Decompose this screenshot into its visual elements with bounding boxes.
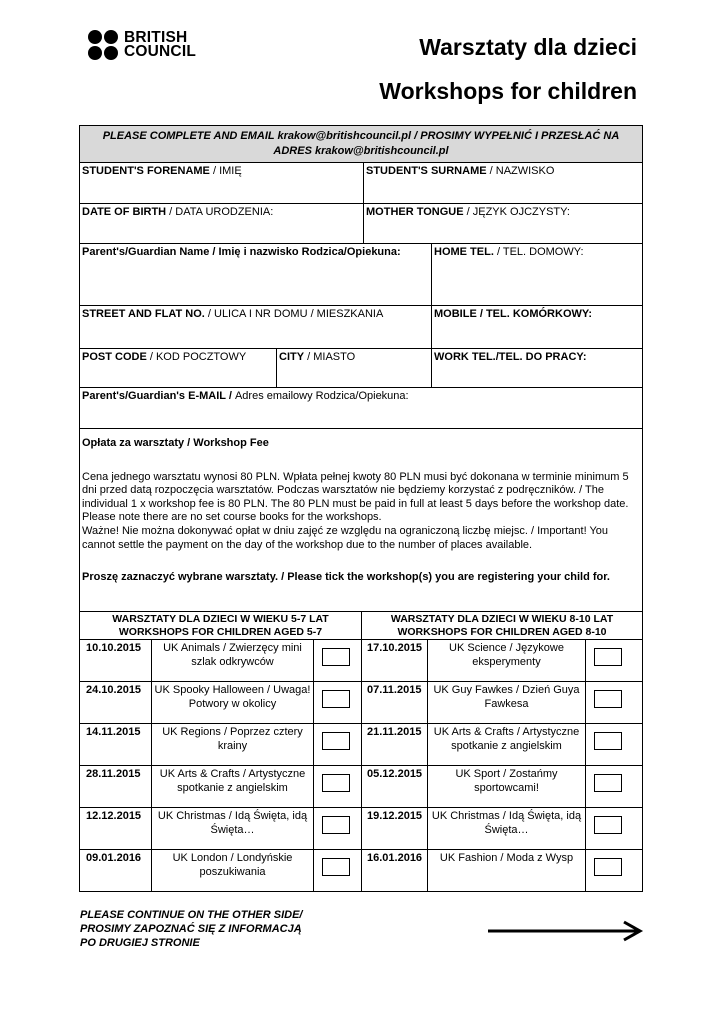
workshop-checkbox-cell [314, 850, 361, 891]
workshop-checkbox[interactable] [322, 774, 350, 792]
workshop-date: 09.01.2016 [80, 850, 152, 891]
workshop-date: 10.10.2015 [80, 640, 152, 681]
instruction-text: PLEASE COMPLETE AND EMAIL krakow@britishcouncil.pl / PROSIMY WYPEŁNIĆ I PRZESŁAĆ NA ADRES krakow@britishcouncil.pl [80, 126, 642, 162]
workshops-8-10-heading: WARSZTATY DLA DZIECI W WIEKU 8-10 LAT WORKSHOPS FOR CHILDREN AGED 8-10 [390, 613, 614, 638]
workshop-row [80, 765, 361, 807]
workshop-name: UK Fashion / Moda z Wysp [428, 850, 586, 891]
workshop-name: UK Animals / Zwierzęcy mini szlak odkrywców [152, 640, 314, 681]
workshop-name: UK Guy Fawkes / Dzień Guya Fawkesa [428, 682, 586, 723]
city-field[interactable]: CITY / MIASTO [276, 349, 431, 387]
workshop-date: 14.11.2015 [80, 724, 152, 765]
logo-text: BRITISH COUNCIL [124, 29, 197, 60]
workshop-checkbox-cell [586, 640, 642, 681]
workshop-name: UK London / Londyńskie poszukiwania [152, 850, 314, 891]
workshop-name: UK Arts & Crafts / Artystyczne spotkanie z angielskim [428, 724, 586, 765]
workshop-name: UK Christmas / Idą Święta, idą Święta… [152, 808, 314, 849]
workshop-checkbox-cell [586, 850, 642, 891]
instruction-row [80, 126, 642, 162]
name-row [80, 162, 642, 203]
workshop-checkbox[interactable] [322, 858, 350, 876]
workshop-date: 16.01.2016 [362, 850, 428, 891]
fee-row [80, 428, 642, 611]
fee-important: Ważne! Nie można dokonywać opłat w dniu zajęć ze względu na ograniczoną liczbę miejsc. / Important! You cannot settle the payment on the day of the workshop due to the number of places available. [82, 524, 609, 551]
workshop-date: 28.11.2015 [80, 766, 152, 807]
workshop-row [80, 849, 361, 891]
workshop-row [80, 807, 361, 849]
surname-field[interactable]: STUDENT'S SURNAME / NAZWISKO [363, 163, 642, 203]
workshop-name: UK Sport / Zostańmy sportowcami! [428, 766, 586, 807]
british-council-logo [88, 30, 196, 60]
workshop-date: 21.11.2015 [362, 724, 428, 765]
workshops-8-10 [361, 612, 642, 891]
workshop-checkbox-cell [586, 682, 642, 723]
workshop-checkbox[interactable] [594, 816, 622, 834]
birth-row [80, 203, 642, 243]
workshop-checkbox[interactable] [594, 858, 622, 876]
workshop-checkbox[interactable] [322, 732, 350, 750]
workshop-checkbox-cell [314, 682, 361, 723]
email-row [80, 387, 642, 428]
workshop-checkbox[interactable] [322, 816, 350, 834]
workshop-date: 17.10.2015 [362, 640, 428, 681]
workshop-name: UK Christmas / Idą Święta, idą Święta… [428, 808, 586, 849]
workshop-date: 12.12.2015 [80, 808, 152, 849]
workshop-row [362, 681, 642, 723]
workshop-checkbox-cell [314, 808, 361, 849]
workshop-checkbox[interactable] [322, 690, 350, 708]
work-tel-field[interactable]: WORK TEL./TEL. DO PRACY: [431, 349, 642, 387]
workshop-checkbox[interactable] [594, 648, 622, 666]
workshop-date: 05.12.2015 [362, 766, 428, 807]
street-row [80, 305, 642, 348]
workshop-row [362, 765, 642, 807]
fee-heading: Opłata za warsztaty / Workshop Fee [82, 437, 269, 449]
workshop-date: 24.10.2015 [80, 682, 152, 723]
workshop-checkbox-cell [586, 808, 642, 849]
forename-field[interactable]: STUDENT'S FORENAME / IMIĘ [82, 165, 242, 177]
workshop-checkbox-cell [586, 724, 642, 765]
address-row [80, 348, 642, 387]
workshop-checkbox[interactable] [594, 732, 622, 750]
workshop-row [80, 681, 361, 723]
registration-form [79, 125, 643, 892]
street-field[interactable]: STREET AND FLAT NO. / ULICA I NR DOMU / MIESZKANIA [82, 308, 384, 320]
page-title-polish: Warsztaty dla dzieci [419, 34, 637, 60]
workshop-row [362, 807, 642, 849]
workshop-row [80, 639, 361, 681]
workshop-name: UK Spooky Halloween / Uwaga! Potwory w okolicy [152, 682, 314, 723]
workshop-checkbox-cell [314, 766, 361, 807]
workshop-row [362, 849, 642, 891]
workshop-row [362, 639, 642, 681]
workshop-row [80, 723, 361, 765]
workshop-checkbox[interactable] [594, 774, 622, 792]
guardian-name-field[interactable]: Parent's/Guardian Name / Imię i nazwisko Rodzica/Opiekuna: [82, 246, 401, 258]
fee-section [80, 429, 642, 611]
post-code-field[interactable]: POST CODE / KOD POCZTOWY [82, 351, 247, 363]
guardian-email-field[interactable]: Parent's/Guardian's E-MAIL / Adres emailowy Rodzica/Opiekuna: [82, 390, 409, 402]
workshops-5-7 [80, 612, 361, 891]
workshop-row [362, 723, 642, 765]
home-tel-field[interactable]: HOME TEL. / TEL. DOMOWY: [431, 244, 642, 305]
workshop-date: 07.11.2015 [362, 682, 428, 723]
workshop-checkbox[interactable] [594, 690, 622, 708]
continue-note: PLEASE CONTINUE ON THE OTHER SIDE/ PROSIMY ZAPOZNAĆ SIĘ Z INFORMACJĄ PO DRUGIEJ STRONIE [80, 909, 303, 949]
workshop-checkbox-cell [314, 640, 361, 681]
logo-dots-icon [88, 30, 118, 60]
arrow-right-icon [488, 919, 644, 943]
workshops-5-7-heading: WARSZTATY DLA DZIECI W WIEKU 5-7 LAT WORKSHOPS FOR CHILDREN AGED 5-7 [112, 613, 329, 638]
tick-instruction: Proszę zaznaczyć wybrane warsztaty. / Please tick the workshop(s) you are registering your child for. [82, 571, 610, 584]
workshop-checkbox-cell [586, 766, 642, 807]
date-of-birth-field[interactable]: DATE OF BIRTH / DATA URODZENIA: [82, 206, 274, 218]
workshop-name: UK Science / Językowe eksperymenty [428, 640, 586, 681]
workshops-table [80, 611, 642, 891]
workshop-checkbox[interactable] [322, 648, 350, 666]
guardian-row [80, 243, 642, 305]
page-title-english: Workshops for children [379, 78, 637, 104]
mother-tongue-field[interactable]: MOTHER TONGUE / JĘZYK OJCZYSTY: [363, 204, 642, 243]
workshop-name: UK Regions / Poprzez cztery krainy [152, 724, 314, 765]
workshop-checkbox-cell [314, 724, 361, 765]
mobile-field[interactable]: MOBILE / TEL. KOMÓRKOWY: [431, 306, 642, 348]
workshop-date: 19.12.2015 [362, 808, 428, 849]
fee-body: Cena jednego warsztatu wynosi 80 PLN. Wpłata pełnej kwoty 80 PLN musi być dokonana w terminie minimum 5 dni przed datą rozpoczęcia warsztatów. Podczas warsztatów nie będziemy korzystać z podręczników. / The individual 1 x workshop fee is 80 PLN. The 80 PLN must be paid in full at least 5 days before the workshop date. Please note there are no set course books for the workshops. [82, 470, 629, 524]
workshop-name: UK Arts & Crafts / Artystyczne spotkanie z angielskim [152, 766, 314, 807]
